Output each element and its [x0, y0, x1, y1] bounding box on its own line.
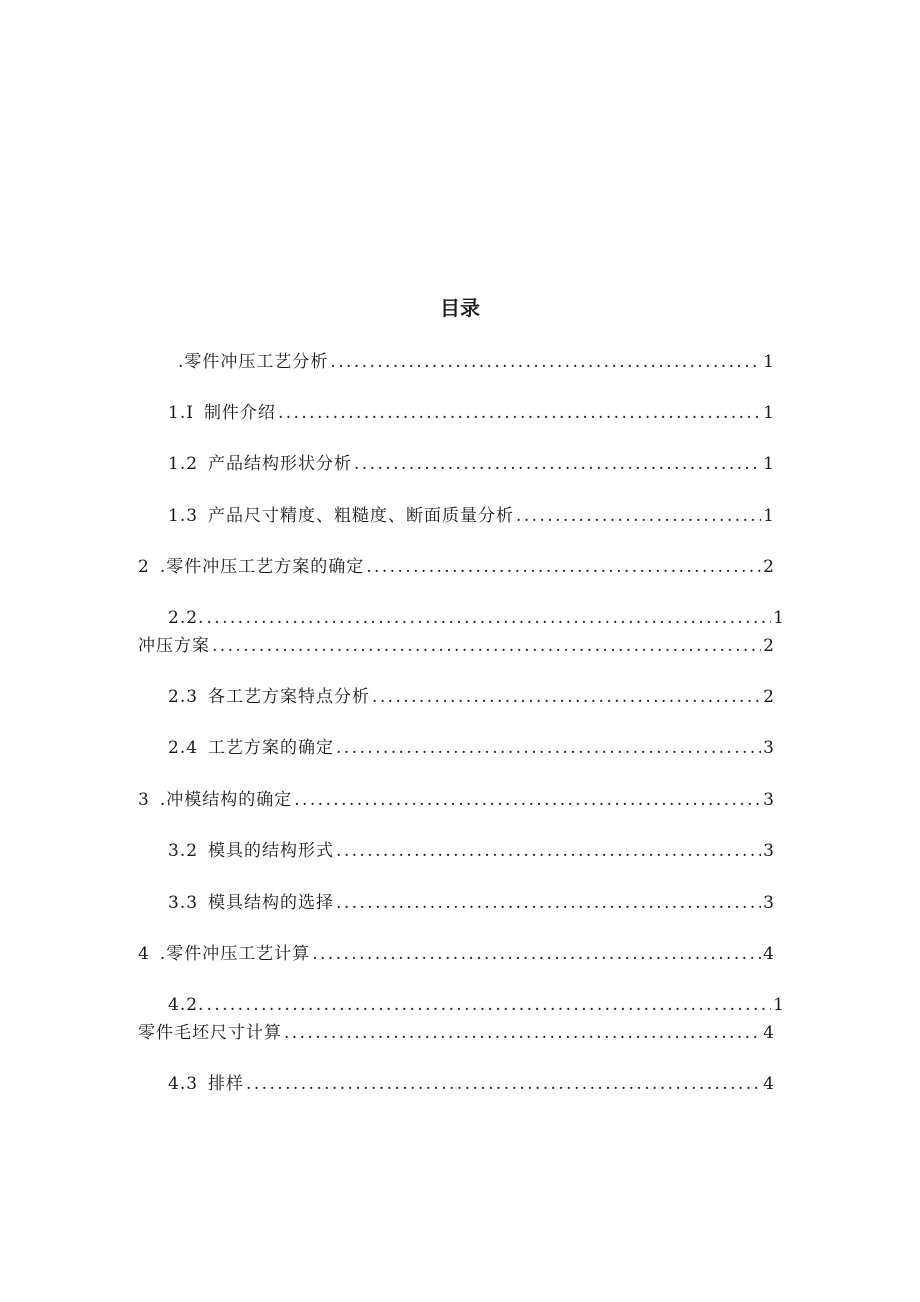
toc-leader-dots — [206, 992, 771, 1018]
toc-leader-dots — [330, 349, 761, 375]
toc-entry[interactable] — [168, 838, 775, 864]
toc-entry-number: 4.2. — [168, 995, 205, 1015]
toc-entry-title: .零件冲压工艺计算 — [159, 944, 311, 964]
toc-entry-number: 3 — [138, 790, 150, 810]
toc-entry[interactable] — [168, 890, 775, 916]
toc-leader-dots — [516, 503, 761, 529]
toc-entry-number: 1.2 — [168, 454, 199, 474]
toc-entry-number: 2.3 — [168, 687, 199, 707]
toc-leader-dots — [354, 451, 761, 477]
toc-entry-page: 4 — [763, 1023, 775, 1043]
toc-entry-page: 3 — [763, 893, 775, 913]
toc-entry-number: 4 — [138, 944, 150, 964]
toc-leader-dots — [372, 684, 761, 710]
toc-entry[interactable] — [168, 400, 775, 426]
toc-entry[interactable] — [168, 684, 775, 710]
toc-entry-page: 4 — [763, 944, 775, 964]
toc-entry-title: .零件冲压工艺分析 — [178, 352, 329, 372]
toc-entry-title: 零件毛坯尺寸计算 — [138, 1023, 282, 1043]
toc-entry[interactable] — [138, 787, 775, 813]
toc-entry-title: 制件介绍 — [203, 403, 276, 423]
toc-leader-dots — [278, 400, 761, 426]
toc-entry-page: 3 — [763, 790, 775, 810]
toc-entry-page: 3 — [763, 841, 775, 861]
toc-leader-dots — [294, 787, 761, 813]
toc-entry-title: 工艺方案的确定 — [208, 738, 335, 758]
toc-entry[interactable] — [168, 349, 775, 375]
toc-leader-dots — [284, 1020, 761, 1046]
toc-leader-dots — [336, 838, 761, 864]
toc-entry-number: 1.I — [168, 403, 194, 423]
toc-leader-dots — [312, 941, 761, 967]
toc-entry[interactable] — [138, 1020, 775, 1046]
toc-entry-title: 各工艺方案特点分析 — [208, 687, 371, 707]
toc-leader-dots — [366, 554, 761, 580]
toc-entry[interactable] — [138, 554, 775, 580]
toc-leader-dots — [212, 633, 761, 659]
toc-entry-title: 产品结构形状分析 — [208, 454, 353, 474]
toc-entry-page: 4 — [763, 1074, 775, 1094]
toc-entry[interactable] — [138, 941, 775, 967]
page-title: 目录 — [440, 296, 480, 320]
toc-entry-number: 2 — [138, 557, 150, 577]
toc-entry-title: 模具的结构形式 — [208, 841, 335, 861]
toc-leader-dots — [336, 890, 761, 916]
toc-entry-page: 1 — [763, 506, 775, 526]
toc-leader-dots — [246, 1071, 761, 1097]
toc-entry-number: 2.4 — [168, 738, 199, 758]
toc-entry-page: 2 — [763, 636, 775, 656]
toc-entry[interactable] — [168, 605, 785, 631]
toc-entry-page: 2 — [763, 687, 775, 707]
toc-entry-page: 1 — [763, 352, 775, 372]
toc-entry-number: 4.3 — [168, 1074, 199, 1094]
toc-entry[interactable] — [138, 633, 775, 659]
toc-entry[interactable] — [168, 1071, 775, 1097]
toc-leader-dots — [206, 605, 771, 631]
toc-entry-page: 1 — [763, 403, 775, 423]
toc-entry-number: 2.2. — [168, 608, 205, 628]
toc-entry[interactable] — [168, 503, 775, 529]
toc-entry-number: 1.3 — [168, 506, 199, 526]
toc-leader-dots — [336, 735, 761, 761]
toc-entry-page: 1 — [763, 454, 775, 474]
toc-entry[interactable] — [168, 451, 775, 477]
toc-entry-title: 排样 — [208, 1074, 245, 1094]
toc-entry-number: 3.3 — [168, 893, 199, 913]
toc-entry-page: 2 — [763, 557, 775, 577]
toc-entry[interactable] — [168, 992, 785, 1018]
toc-entry-number: 3.2 — [168, 841, 199, 861]
toc-entry[interactable] — [168, 735, 775, 761]
toc-entry-page: 1 — [773, 608, 785, 628]
toc-entry-title: 模具结构的选择 — [208, 893, 335, 913]
toc-entry-title: 冲压方案 — [138, 636, 210, 656]
toc-entry-title: 产品尺寸精度、粗糙度、断面质量分析 — [208, 506, 515, 526]
toc-entry-page: 3 — [763, 738, 775, 758]
toc-entry-title: .零件冲压工艺方案的确定 — [159, 557, 365, 577]
toc-entry-title: .冲模结构的确定 — [159, 790, 293, 810]
toc-entry-page: 1 — [773, 995, 785, 1015]
